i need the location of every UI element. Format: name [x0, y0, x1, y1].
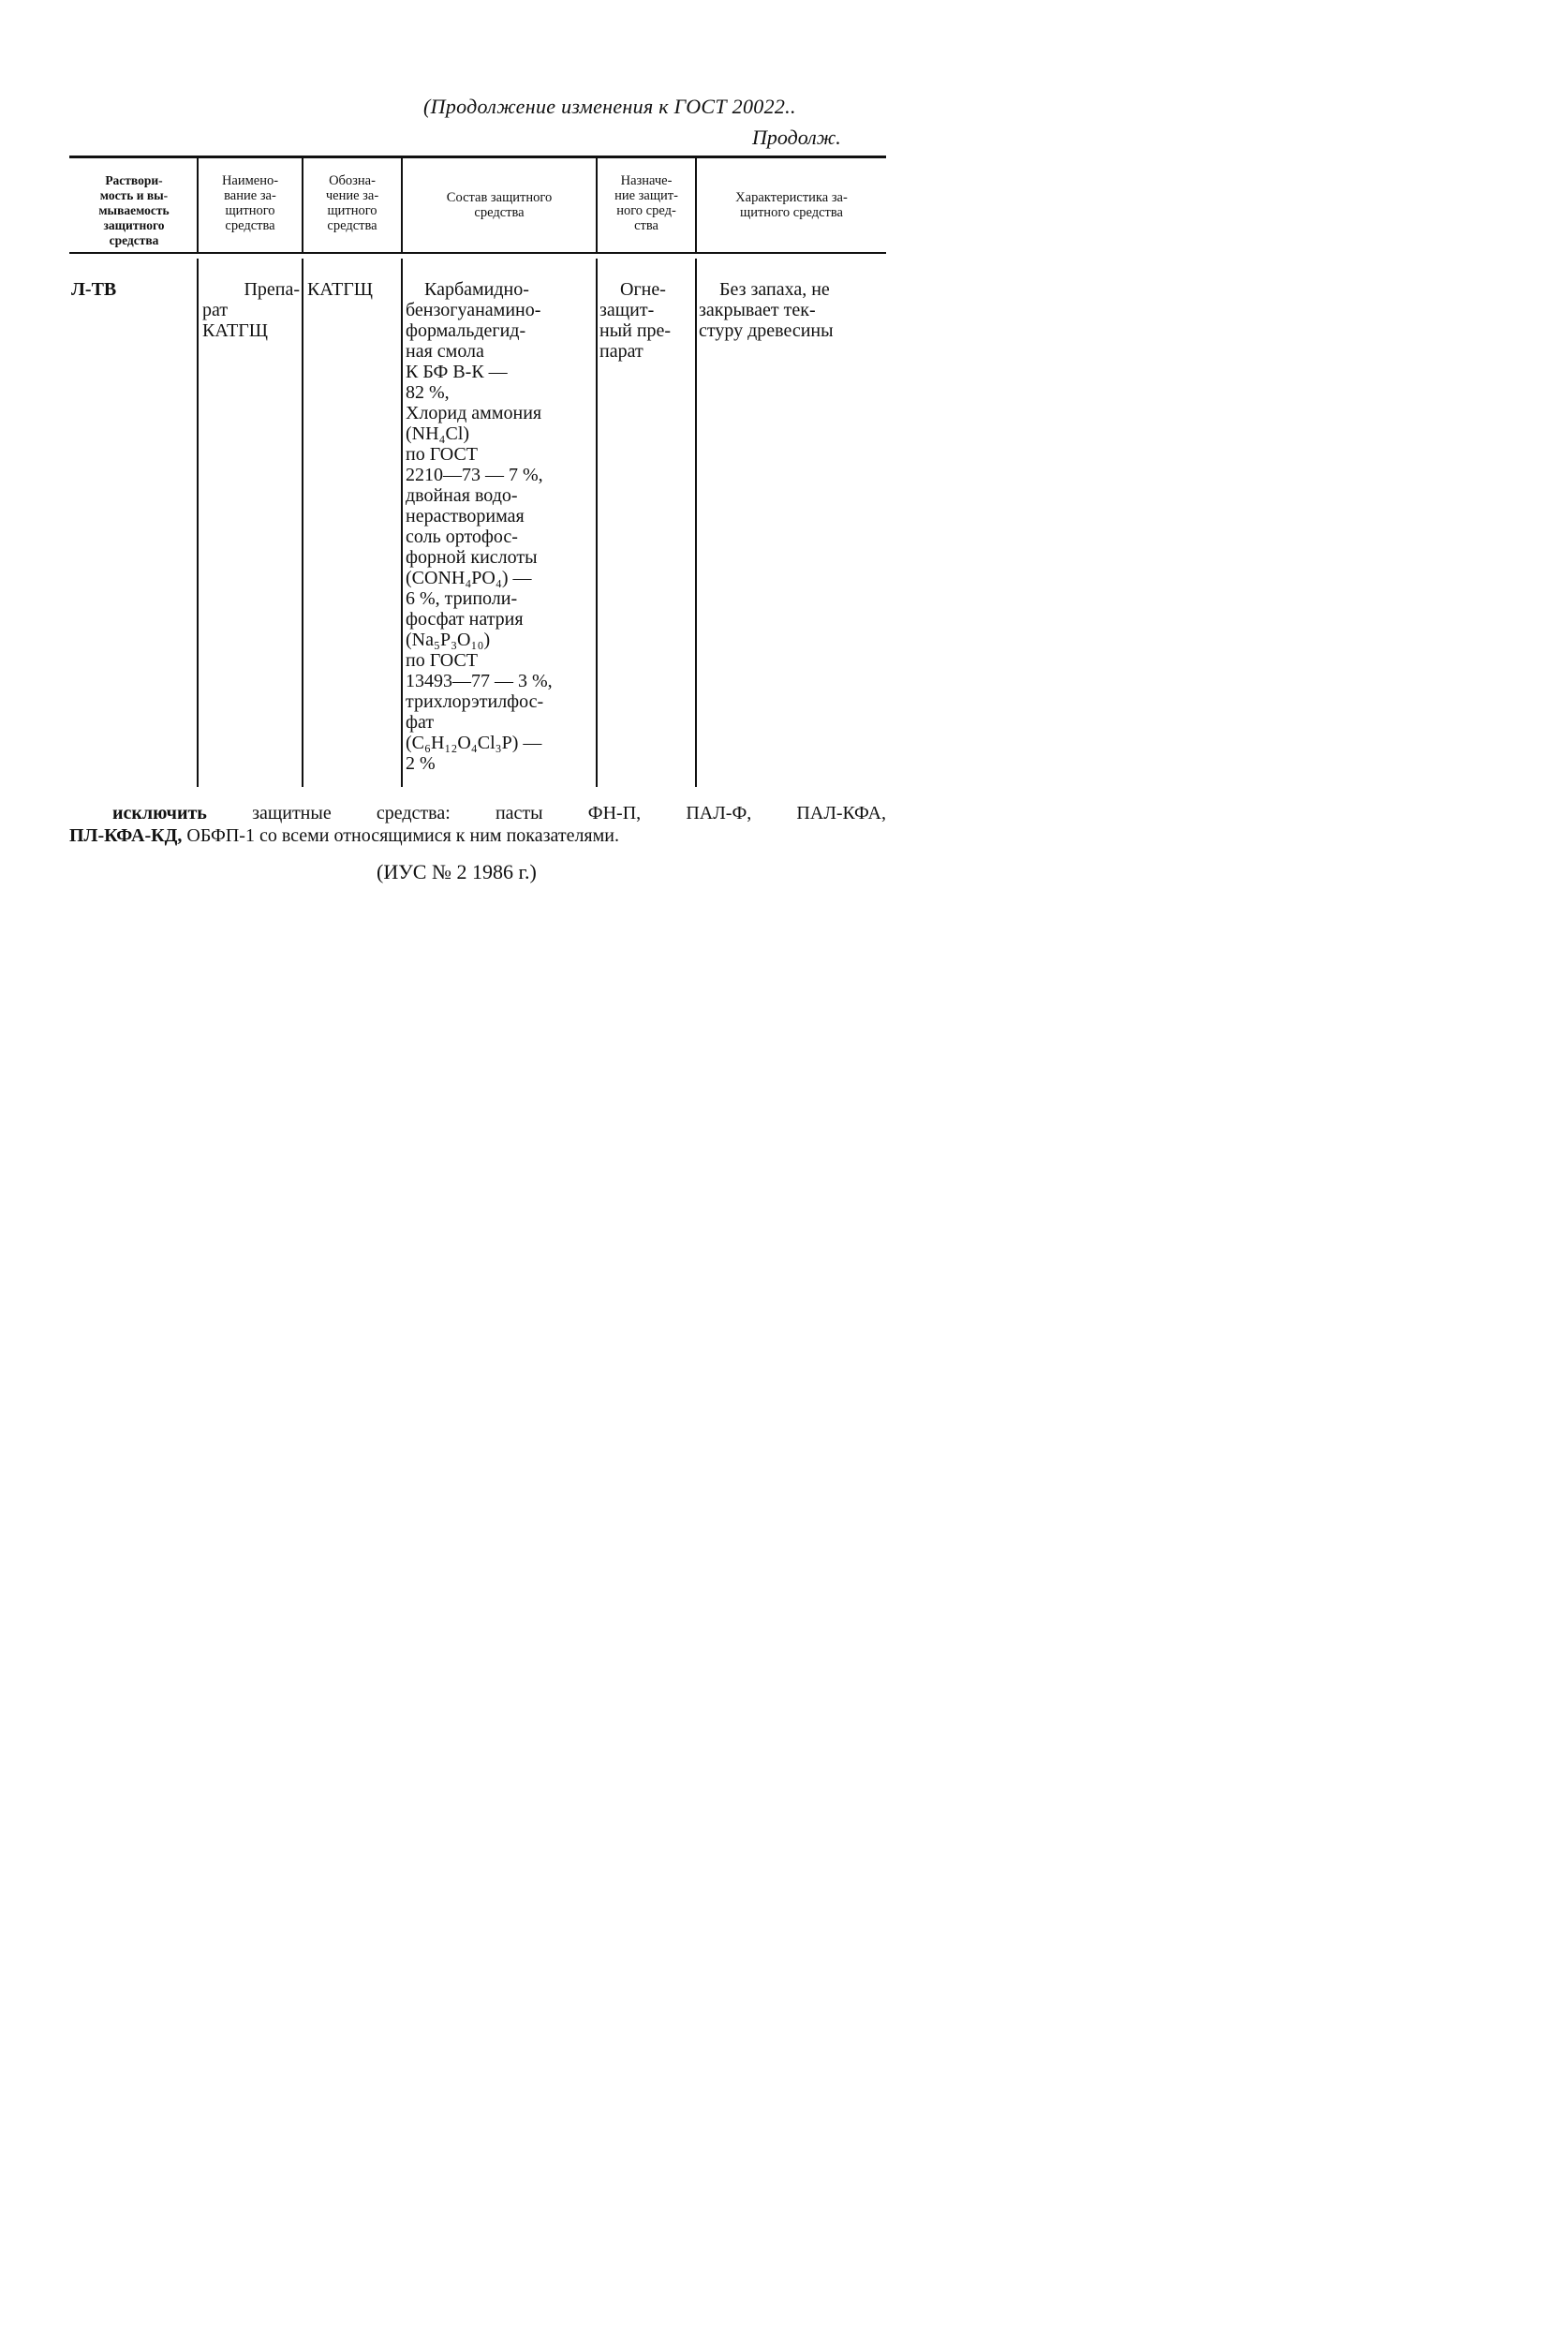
cell-line: 6 %, триполи-	[406, 588, 518, 609]
column-divider	[596, 259, 598, 787]
header-line: щитного	[225, 203, 275, 218]
cell-line: (NH₄Cl)	[406, 423, 470, 444]
document-page	[0, 0, 980, 1467]
excluded-product: ПЛ-КФА-КД,	[69, 825, 183, 846]
cell-line: закрывает тек-	[699, 300, 816, 320]
header-line: Состав защитного	[446, 190, 553, 205]
header-line: ства	[634, 218, 658, 233]
cell-line: 13493—77 — 3 %,	[406, 671, 553, 691]
header-line: мываемость	[98, 203, 170, 217]
cell-line: нерастворимая	[406, 506, 525, 527]
column-divider	[695, 259, 697, 787]
cell-line: по ГОСТ	[406, 444, 479, 465]
header-line: Наимено-	[221, 173, 279, 188]
header-line: ние защит-	[614, 188, 678, 203]
cell-characteristic	[699, 279, 884, 341]
header-line: средства	[474, 205, 525, 220]
exclusion-remainder: ОБФП-1 со всеми относящимися к ним показателями.	[186, 825, 619, 846]
cell-line: форной кислоты	[406, 547, 538, 568]
header-line: Обозна-	[329, 173, 376, 188]
cell-line: двойная водо-	[406, 485, 518, 506]
cell-name	[202, 279, 300, 341]
column-header-composition	[405, 190, 594, 220]
cell-line: 82 %,	[406, 382, 450, 403]
column-header-characteristic	[699, 190, 884, 220]
cell-line: защит-	[599, 300, 655, 320]
column-divider	[302, 259, 303, 787]
header-line: щитного средства	[740, 205, 843, 220]
cell-line: Огне-	[620, 279, 666, 300]
cell-line: (CONH₄PO₄) —	[406, 568, 532, 588]
column-divider	[596, 158, 598, 252]
exclusion-list: защитные средства: пасты ФН-П, ПАЛ-Ф, ПАЛ-КФА,	[252, 803, 886, 823]
cell-line: бензогуанамино-	[406, 300, 541, 320]
header-line: ного сред-	[616, 203, 676, 218]
exclude-word: исключить	[112, 803, 207, 823]
column-divider	[401, 158, 403, 252]
cell-line: формальдегид-	[406, 320, 526, 341]
cell-line: Карбамидно-	[424, 279, 529, 300]
header-line: Характеристика за-	[735, 190, 848, 205]
cell-line: по ГОСТ	[406, 650, 479, 671]
column-header-solubility	[73, 173, 195, 248]
column-divider	[197, 259, 199, 787]
exclusion-note-line-2	[69, 825, 619, 847]
cell-line: (Na₅P₃O₁₀)	[406, 630, 491, 650]
table-continued-label: Продолж.	[752, 126, 841, 149]
cell-line: Хлорид аммония	[406, 403, 542, 423]
cell-line: фат	[406, 712, 435, 733]
column-header-designation	[305, 173, 399, 233]
table-header-rule	[69, 252, 886, 254]
column-divider	[695, 158, 697, 252]
cell-line: стуру древесины	[699, 320, 834, 341]
cell-designation	[307, 279, 399, 300]
header-line: чение за-	[325, 188, 379, 203]
cell-line: Без запаха, не	[719, 279, 830, 300]
solubility-code: Л-ТВ	[71, 279, 117, 300]
ius-reference: (ИУС № 2 1986 г.)	[377, 860, 537, 883]
cell-line: ная смола	[406, 341, 484, 362]
column-divider	[197, 158, 199, 252]
table-top-rule	[69, 156, 886, 158]
header-line: средства	[225, 218, 275, 233]
cell-line: К БФ В-К —	[406, 362, 508, 382]
header-line: защитного	[103, 218, 165, 232]
cell-line: Препа-	[244, 279, 300, 300]
cell-line: КАТГЩ	[202, 320, 268, 341]
header-line: щитного	[327, 203, 377, 218]
header-line: Назначе-	[620, 173, 673, 188]
column-divider	[401, 259, 403, 787]
cell-line: (C₆H₁₂O₄Cl₃P) —	[406, 733, 542, 753]
header-line: Раcтвори-	[105, 173, 163, 187]
cell-line: ный пре-	[599, 320, 672, 341]
header-line: средства	[327, 218, 377, 233]
amendment-continuation-title: (Продолжение изменения к ГОСТ 20022..	[423, 95, 796, 118]
column-header-purpose	[599, 173, 693, 233]
cell-line: парат	[599, 341, 643, 362]
cell-line: трихлорэтилфос-	[406, 691, 544, 712]
cell-line: соль ортофос-	[406, 527, 518, 547]
header-line: средства	[109, 233, 159, 247]
cell-line: 2 %	[406, 753, 436, 774]
cell-composition	[406, 279, 593, 774]
header-line: вание за-	[224, 188, 276, 203]
column-divider	[302, 158, 303, 252]
cell-purpose	[599, 279, 693, 362]
cell-line: КАТГЩ	[307, 279, 373, 300]
column-header-name	[200, 173, 300, 233]
header-line: мость и вы-	[99, 188, 169, 202]
cell-line: фосфат натрия	[406, 609, 524, 630]
cell-line: 2210—73 — 7 %,	[406, 465, 543, 485]
cell-line: рат	[202, 300, 229, 320]
exclusion-note-line-1	[112, 803, 886, 824]
